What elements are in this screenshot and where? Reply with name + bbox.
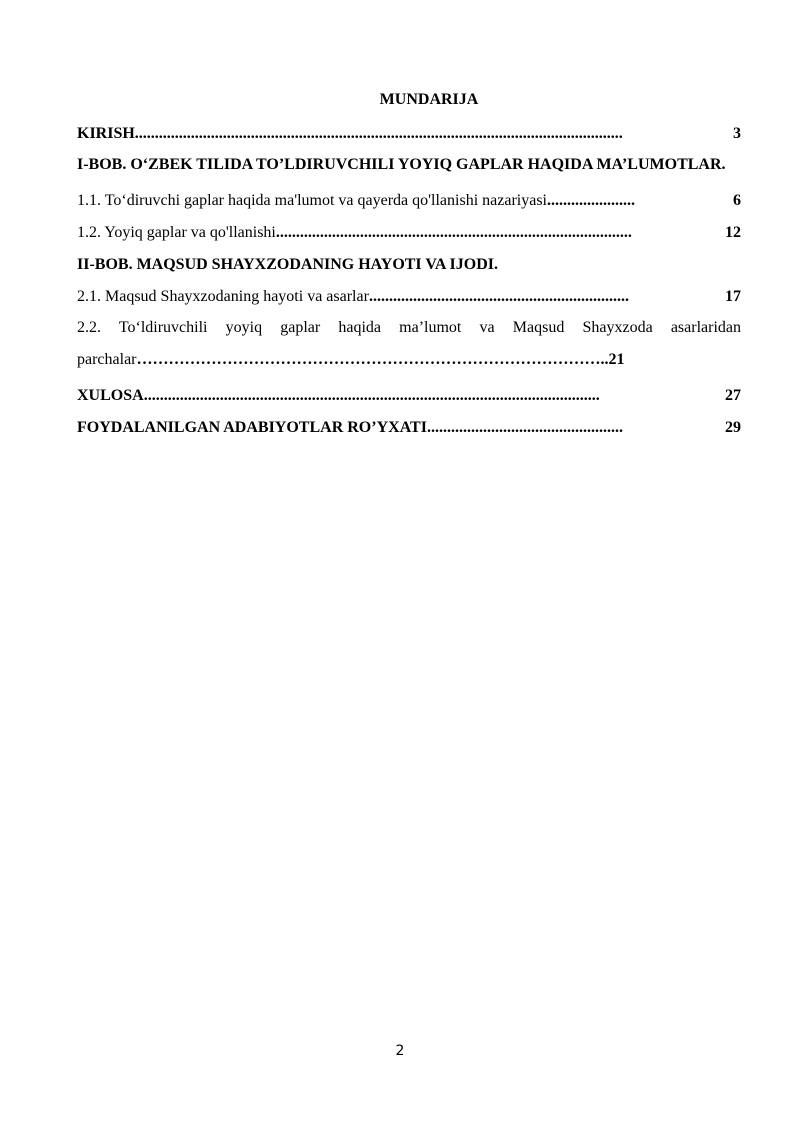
toc-entry-1-2[interactable] [77, 221, 741, 245]
toc-entry-2-2[interactable] [77, 312, 741, 376]
toc-entry-label: 2.2. To‘ldiruvchili yoyiq gaplar haqida ma’lumot va Maqsud Shayxzoda asarlaridan parchalar [77, 319, 741, 368]
toc-page-number: 27 [725, 387, 741, 404]
toc-entry-xulosa[interactable] [77, 384, 741, 408]
toc-leader-dots: .......................................................................................................................... [134, 125, 623, 142]
toc-chapter-2-heading[interactable] [77, 253, 741, 277]
toc-page-number: 3 [733, 125, 741, 142]
toc-page-number: 6 [733, 192, 741, 209]
toc-leader-dots: .................................................................................................................. [143, 387, 600, 404]
toc-entry-label: 1.2. Yoyiq gaplar va qo'llanishi [77, 224, 276, 241]
toc-page-number: 17 [725, 288, 741, 305]
toc-entry-label: XULOSA [77, 387, 144, 404]
toc-entry-label: FOYDALANILGAN ADABIYOTLAR RO’YXATI [77, 419, 427, 436]
toc-title: MUNDARIJA [379, 91, 479, 108]
toc-entry-2-1[interactable] [77, 285, 741, 309]
toc-leader-dots: ...................... [546, 192, 635, 209]
toc-entry-1-1[interactable] [77, 189, 741, 213]
toc-leader-dots: ......................................................................................... [275, 224, 632, 241]
toc-chapter-1-heading[interactable]: I-BOB. O‘ZBEK TILIDA TO’LDIRUVCHILI YOYIQ GAPLAR HAQIDA MA’LUMOTLAR. [77, 156, 726, 173]
toc-leader-dots: …………………………………………………………………………….. [136, 351, 609, 368]
toc-page [77, 88, 741, 440]
toc-page-number: 21 [608, 351, 625, 368]
toc-entry-label: 2.1. Maqsud Shayxzodaning hayoti va asarlar [77, 288, 369, 305]
toc-leader-dots: ................................................. [426, 419, 623, 436]
toc-entry-label: KIRISH [77, 125, 135, 142]
toc-page-number: 12 [725, 224, 741, 241]
toc-entry-label: 1.1. To‘diruvchi gaplar haqida ma'lumot va qayerda qo'llanishi nazariyasi [77, 192, 547, 209]
toc-entry-label: II-BOB. MAQSUD SHAYXZODANING HAYOTI VA IJODI. [77, 256, 498, 273]
page-number: 2 [395, 1043, 405, 1059]
toc-entry-adabiyotlar[interactable] [77, 416, 741, 440]
toc-entry-kirish[interactable] [77, 122, 741, 146]
toc-page-number: 29 [725, 419, 741, 436]
toc-leader-dots: ................................................................. [368, 288, 629, 305]
